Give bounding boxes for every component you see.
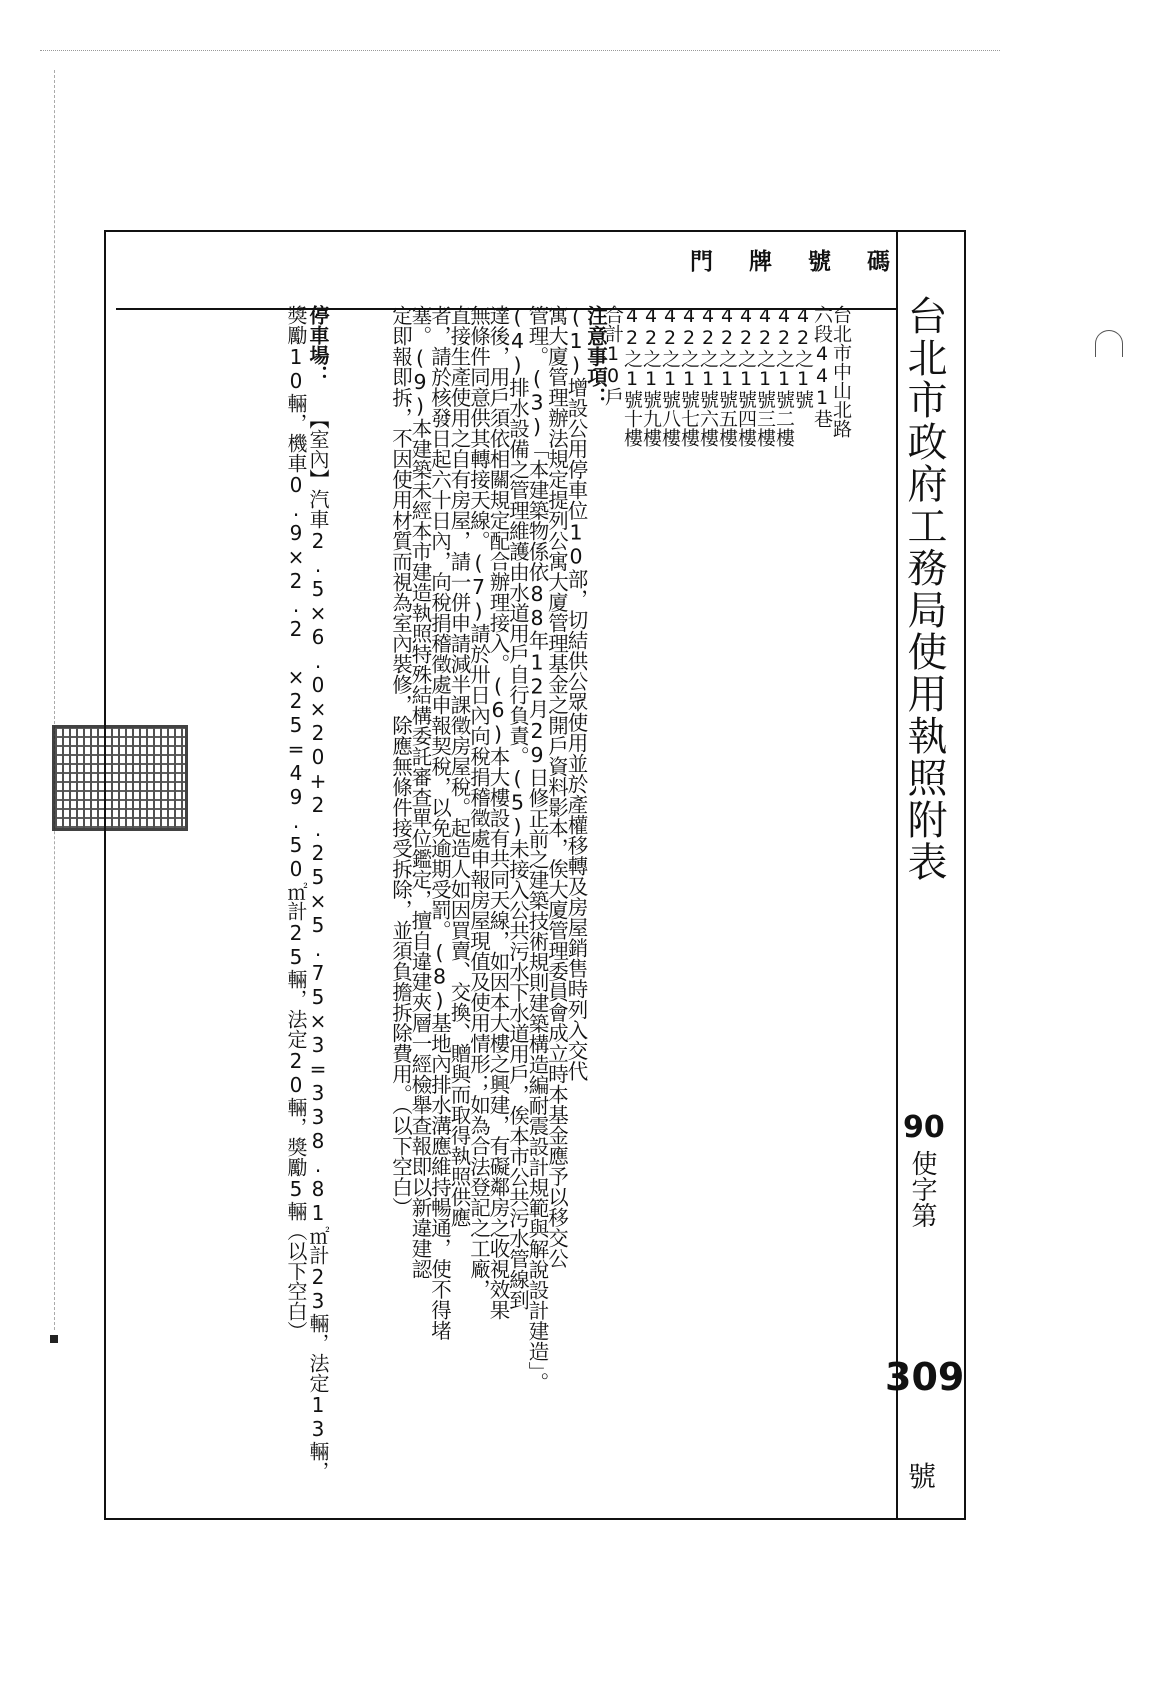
scan-dot	[50, 1335, 58, 1343]
notes-column: 寓大廈管理辦法規定提列公寓大廈管理基金之開戶資料影本，俟大廈管理委員會成立時本基金應予以移交公	[544, 305, 569, 1269]
address-line: 42之1號二樓	[773, 305, 795, 447]
notes-column: 定即報即拆，不因使用材質而視為室內裝修，除應無條件接受拆除，並須負擔拆除費用。（以下空白）	[388, 305, 413, 1218]
address-line: 42之1號七樓	[678, 305, 700, 447]
notes-heading: 注意事項：	[583, 305, 608, 408]
form-title: 台北市政府工務局使用執照附表	[901, 295, 947, 883]
notes-column: 達後，用戶須依相關規定配合辦理接入。(6)本大樓設有共同天線，如因本大樓之興建，有礙鄰房之收視效果	[486, 305, 510, 1320]
year-number: 90	[903, 1110, 945, 1145]
notes-column: 直接生產使用之自有房屋，請一併申請減半課徵房屋稅。起造人如因買賣、交換、贈與而取得執照供應	[447, 305, 471, 1228]
scan-mark-right	[1095, 330, 1123, 357]
address-line: 42之1號九樓	[640, 305, 662, 447]
serial-number: 309	[885, 1355, 965, 1399]
parking-heading: 停車場：	[306, 305, 330, 385]
notes-column: (4)排水設備之管理維護由水道用戶自行負責。(5)未接入公共污水下水道用戶，俟本市公共污水管線到	[505, 305, 530, 1310]
number-suffix: 號	[908, 1460, 937, 1493]
address-line: 42之1號三樓	[754, 305, 776, 447]
scan-edge-left	[54, 70, 56, 1330]
address-total: 合計10戶	[602, 305, 624, 406]
notes-column: 無條件同意供其轉接天線。(7)請於卅日內向稅捐稽徵處申報房屋現值及使用情形；如為合法登記之工廠，	[466, 305, 491, 1300]
address-line: 42之1號五樓	[716, 305, 738, 447]
notes-column: 管理。(3)「本建築物係依88年12月29日修正前之建築技術規則建築構造編耐震設計規範與解說設計建造」。	[525, 305, 549, 1393]
parking-section	[285, 305, 329, 1485]
license-word: 使字第	[907, 1150, 937, 1228]
door-number-header: 門 牌 號 碼	[690, 249, 905, 275]
notes-section	[388, 305, 608, 1485]
address-line: 42之1號六樓	[697, 305, 719, 447]
address-line: 42之1號四樓	[735, 305, 757, 447]
address-line: 42之1號十樓	[621, 305, 643, 447]
address-line: 42之1號八樓	[659, 305, 681, 447]
notes-column: 塞。(9)本建築未經本市建造執照特殊結構委託審查單位鑑定，擅自違建夾層一經檢舉查報即以新違建認	[408, 305, 432, 1279]
parking-column: 【室內】汽車2.5×6.0×20+2.25×5.75×3=338.81㎡計23輛，法定13輛，獎勵10輛，機車0.9×2.2	[284, 305, 330, 1481]
scan-noise-top	[40, 38, 1000, 51]
notes-column: 者，請於核發日起六十日內，向稅捐稽徵處申報契稅，以免逾期受罰。(8)基地內排水溝應維持暢通，使不得堵	[427, 305, 452, 1341]
notes-column: (1)增設公用停車位10部，切結供公眾使用並於產權移轉及房屋銷售時列入交代	[564, 305, 588, 1081]
address-line: 六段441巷	[811, 305, 833, 428]
address-line: 42之1號	[792, 305, 814, 409]
parking-column: ×25=49.50㎡計25輛，法定20輛，獎勵5輛（以下空白）	[284, 665, 308, 1341]
address-list	[602, 305, 852, 625]
address-line: 台北市中山北路	[830, 305, 852, 438]
